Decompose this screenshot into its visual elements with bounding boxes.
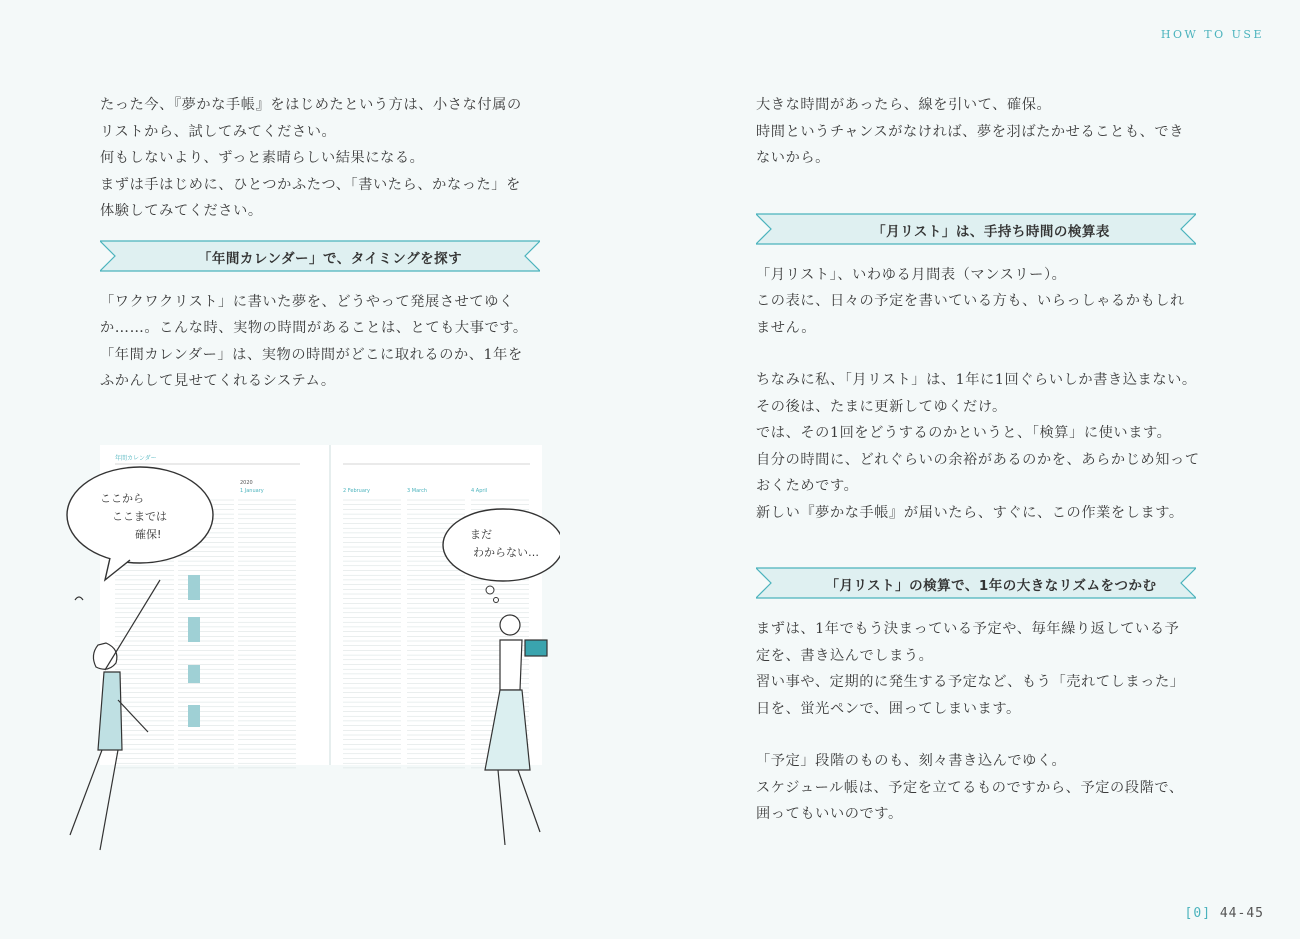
page-number xyxy=(1185,906,1264,921)
chapter-marker: [0] xyxy=(1184,906,1212,921)
highlight-block xyxy=(188,575,200,600)
svg-text:ここから: ここから xyxy=(100,492,144,505)
left-body-paragraph: 「ワクワクリスト」に書いた夢を、どうやって発展させてゆく か……。こんな時、実物の時間があることは、とても大事です。 「年間カレンダー」は、実物の時間がどこに取れるのか、1年を ふかんして見せてくれるシステム。 xyxy=(100,293,528,389)
svg-text:ここまでは: ここまでは xyxy=(112,510,167,523)
page-range: 44-45 xyxy=(1219,906,1264,921)
left-intro-paragraph: たった今、『夢かな手帳』をはじめたという方は、小さな付属の リストから、試してみてください。 何もしないより、ずっと素晴らしい結果になる。 まずは手はじめに、ひとつかふたつ、「書いたら、かなった」を 体験してみてください。 xyxy=(100,97,522,219)
left-column xyxy=(100,92,560,395)
annual-calendar-illustration xyxy=(60,440,560,860)
right-intro-paragraph: 大きな時間があったら、線を引いて、確保。 時間というチャンスがなければ、夢を羽ばたかせることも、でき ないから。 xyxy=(756,97,1184,166)
right-body-paragraph-2: ちなみに私、「月リスト」は、1年に1回ぐらいしか書き込まない。 その後は、たまに更新してゆくだけ。 では、その1回をどうするのかというと、「検算」に使います。 自分の時間に、どれぐらいの余裕があるのかを、あらかじめ知って おくためです。 新しい『夢かな手帳』が届いたら、すぐに、この作業をします。 xyxy=(756,372,1200,521)
right-body-paragraph-1: 「月リスト」、いわゆる月間表（マンスリー）。 この表に、日々の予定を書いている方も、いらっしゃるかもしれ ません。 xyxy=(756,266,1185,336)
calendar-title: 年間カレンダー xyxy=(115,455,157,462)
heading-year-rhythm: 「月リスト」の検算で、1年の大きなリズムをつかむ xyxy=(825,578,1157,594)
month-label-february: 2 February xyxy=(343,488,370,494)
svg-text:確保!: 確保! xyxy=(135,528,162,541)
highlight-block xyxy=(188,705,200,727)
svg-text:わからない…: わからない… xyxy=(473,546,539,559)
heading-annual-calendar: 「年間カレンダー」で、タイミングを探す xyxy=(197,250,463,267)
month-label-march: 3 March xyxy=(407,488,428,494)
calendar-year: 2020 xyxy=(240,480,253,486)
svg-text:まだ: まだ xyxy=(470,528,492,541)
heading-ribbon-annual-calendar xyxy=(100,239,560,273)
right-body-paragraph-4: 「予定」段階のものも、刻々書き込んでゆく。 スケジュール帳は、予定を立てるものですから、予定の段階で、 囲ってもいいのです。 xyxy=(756,753,1184,822)
highlight-block xyxy=(188,617,200,642)
heading-month-list: 「月リスト」は、手持ち時間の検算表 xyxy=(872,223,1110,240)
highlight-block xyxy=(188,665,200,683)
heading-ribbon-month-list xyxy=(756,212,1226,246)
month-label-january: 1 January xyxy=(240,488,264,494)
right-column xyxy=(756,92,1226,828)
month-label-april: 4 April xyxy=(471,488,488,494)
section-header: HOW TO USE xyxy=(1160,28,1264,41)
right-body-paragraph-3: まずは、1年でもう決まっている予定や、毎年繰り返している予 定を、書き込んでしまう。 習い事や、定期的に発生する予定など、もう「売れてしまった」 日を、蛍光ペンで、囲ってしまいます。 xyxy=(756,621,1185,717)
heading-ribbon-year-rhythm xyxy=(756,566,1226,600)
